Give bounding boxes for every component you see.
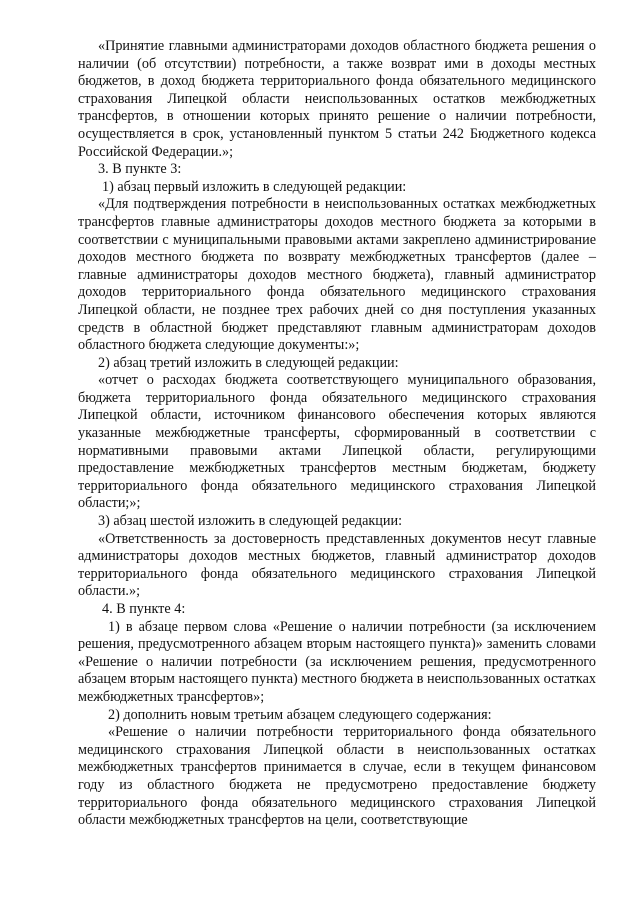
paragraph-item-4-heading: 4. В пункте 4:: [102, 601, 186, 617]
paragraph-item-4-sub-2: 2) дополнить новым третьим абзацем следующего содержания:: [108, 706, 492, 723]
document-page: [78, 38, 596, 830]
paragraph-item-3-sub-1: 1) абзац первый изложить в следующей редакции:: [102, 178, 407, 195]
paragraph-responsibility: «Ответственность за достоверность представленных документов несут главные администраторы доходов местных бюджетов, главный администратор доходов территориального фонда обязательного медицинского страхования Липецкой области.»;: [78, 530, 596, 600]
paragraph-confirmation-documents: «Для подтверждения потребности в неиспользованных остатках межбюджетных трансфертов главные администраторы доходов местного бюджета за которыми в соответствии с муниципальными правовыми актами закреплено администрирование доходов местного бюджета по возврату межбюджетных трансфертов (далее – главные администраторы доходов местного бюджета), главный администратор доходов территориального фонда обязательного медицинского страхования Липецкой области, не позднее трех рабочих дней со дня поступления указанных средств в областной бюджет представляют главным администраторам доходов областного бюджета следующие документы:»;: [78, 196, 596, 354]
paragraph-item-3-sub-2: 2) абзац третий изложить в следующей редакции:: [98, 354, 399, 371]
paragraph-item-3-heading: 3. В пункте 3:: [98, 161, 182, 178]
paragraph-decision-deadline: «Принятие главными администраторами доходов областного бюджета решения о наличии (об отсутствии) потребности, а также возврат ими в доходы местных бюджетов, в доход бюджета территориального фонда обязательного медицинского страхования Липецкой области неиспользованных остатков межбюджетных трансфертов, в отношении которых принято решение о наличии потребности, осуществляется в срок, установленный пунктом 5 статьи 242 Бюджетного кодекса Российской Федерации.»;: [78, 38, 596, 160]
paragraph-fund-need-decision: «Решение о наличии потребности территориального фонда обязательного медицинского страхования Липецкой области в неиспользованных остатках межбюджетных трансфертов принимается в случае, если в текущем финансовом году из областного бюджета не предусмотрено предоставление бюджету территориального фонда обязательного медицинского страхования Липецкой области межбюджетных трансфертов на цели, соответствующие: [78, 724, 596, 829]
paragraph-item-3-sub-3: 3) абзац шестой изложить в следующей редакции:: [98, 513, 403, 530]
paragraph-expense-report: «отчет о расходах бюджета соответствующего муниципального образования, бюджета территориального фонда обязательного медицинского страхования Липецкой области, источником финансового обеспечения которых являются указанные межбюджетные трансферты, сформированный в соответствии с нормативными правовыми актами Липецкой области, регулирующими предоставление межбюджетных трансфертов местным бюджетам, бюджету территориального фонда обязательного медицинского страхования Липецкой области;»;: [78, 372, 596, 512]
paragraph-item-4-sub-1: 1) в абзаце первом слова «Решение о наличии потребности (за исключением решения, предусмотренного абзацем вторым настоящего пункта)» заменить словами «Решение о наличии потребности (за исключением решения, предусмотренного абзацем вторым настоящего пункта) местного бюджета в неиспользованных остатках межбюджетных трансфертов»;: [78, 618, 596, 705]
